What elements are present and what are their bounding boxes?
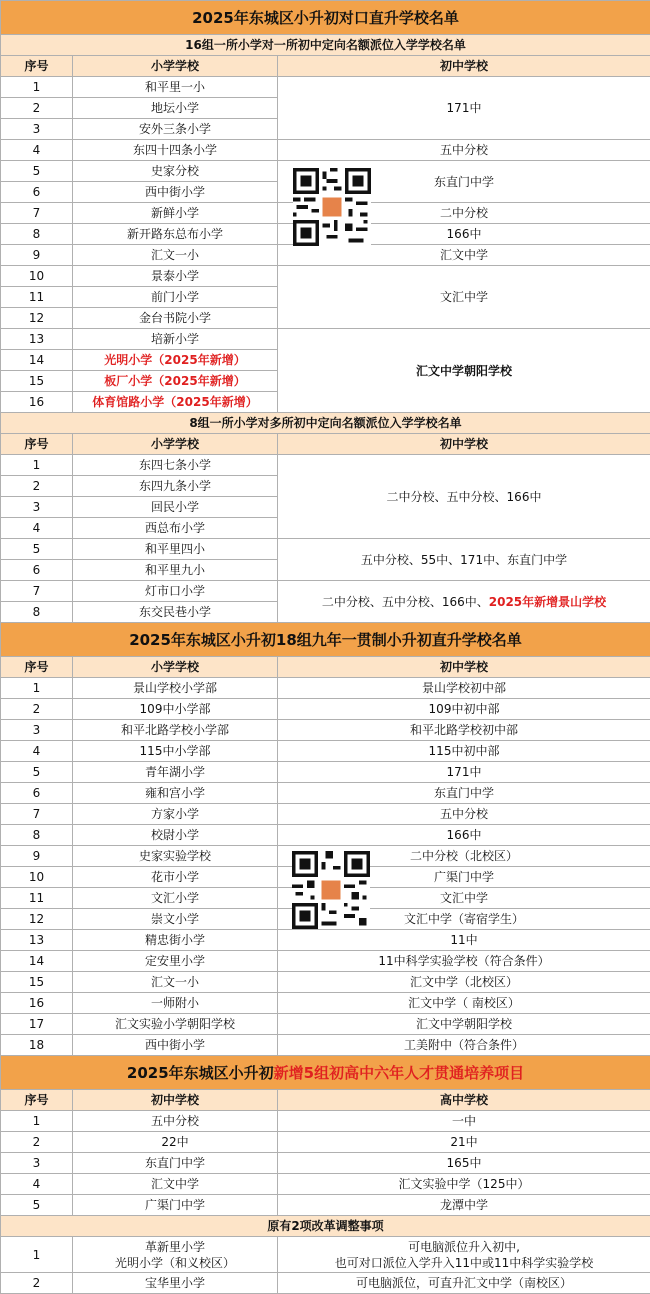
middle-school-new: 2025年新增景山学校 xyxy=(488,594,607,609)
primary-school: 崇文小学 xyxy=(73,909,278,930)
row-index: 7 xyxy=(1,581,73,602)
row-index: 1 xyxy=(1,77,73,98)
row-index: 6 xyxy=(1,560,73,581)
row-index: 14 xyxy=(1,951,73,972)
primary-school: 青年湖小学 xyxy=(73,762,278,783)
header-primary: 小学学校 xyxy=(73,434,278,455)
row-index: 2 xyxy=(1,476,73,497)
row-index: 4 xyxy=(1,741,73,762)
header-high: 高中学校 xyxy=(278,1090,650,1111)
primary-school: 和平里九小 xyxy=(73,560,278,581)
primary-school: 地坛小学 xyxy=(73,98,278,119)
middle-school: 汇文中学（ 南校区） xyxy=(278,993,650,1014)
primary-school: 宝华里小学 xyxy=(73,1273,278,1294)
middle-school: 景山学校初中部 xyxy=(278,678,650,699)
header-middle: 初中学校 xyxy=(278,56,650,77)
row-index: 8 xyxy=(1,825,73,846)
primary-school xyxy=(73,1237,278,1273)
row-index: 3 xyxy=(1,720,73,741)
qr-code-icon xyxy=(293,168,371,250)
header-index: 序号 xyxy=(1,56,73,77)
header-middle: 初中学校 xyxy=(73,1090,278,1111)
row-index: 4 xyxy=(1,518,73,539)
reform-note-line: 可电脑派位升入初中, xyxy=(408,1239,520,1254)
middle-school: 工美附中（符合条件） xyxy=(278,1035,650,1056)
middle-school: 文汇中学 xyxy=(278,888,650,909)
middle-school: 东直门中学 xyxy=(278,161,650,203)
primary-school-new: 体育馆路小学（2025年新增） xyxy=(73,392,278,413)
primary-school-new: 光明小学（2025年新增） xyxy=(73,350,278,371)
primary-school: 前门小学 xyxy=(73,287,278,308)
row-index: 8 xyxy=(1,602,73,623)
header-primary: 小学学校 xyxy=(73,56,278,77)
primary-school: 西中街小学 xyxy=(73,182,278,203)
row-index: 15 xyxy=(1,371,73,392)
middle-school: 广渠门中学 xyxy=(278,867,650,888)
primary-school: 景山学校小学部 xyxy=(73,678,278,699)
primary-school: 和平里一小 xyxy=(73,77,278,98)
header-index: 序号 xyxy=(1,434,73,455)
primary-school: 方家小学 xyxy=(73,804,278,825)
reform-note: 可电脑派位，可直升汇文中学（南校区） xyxy=(278,1273,650,1294)
middle-school-group: 二中分校、五中分校、166中 xyxy=(278,455,650,539)
row-index: 4 xyxy=(1,1174,73,1195)
header-middle: 初中学校 xyxy=(278,657,650,678)
middle-school: 171中 xyxy=(278,762,650,783)
section1-subtitle: 16组一所小学对一所初中定向名额派位入学学校名单 xyxy=(1,35,650,56)
primary-school: 景泰小学 xyxy=(73,266,278,287)
middle-school: 11中 xyxy=(278,930,650,951)
row-index: 1 xyxy=(1,455,73,476)
row-index: 16 xyxy=(1,392,73,413)
middle-school-group: 五中分校、55中、171中、东直门中学 xyxy=(278,539,650,581)
row-index: 11 xyxy=(1,888,73,909)
row-index: 5 xyxy=(1,1195,73,1216)
row-index: 12 xyxy=(1,909,73,930)
middle-school: 东直门中学 xyxy=(278,783,650,804)
row-index: 5 xyxy=(1,161,73,182)
primary-school: 西中街小学 xyxy=(73,1035,278,1056)
primary-school-new: 板厂小学（2025年新增） xyxy=(73,371,278,392)
row-index: 9 xyxy=(1,245,73,266)
primary-school: 东四七条小学 xyxy=(73,455,278,476)
primary-school: 回民小学 xyxy=(73,497,278,518)
primary-school: 灯市口小学 xyxy=(73,581,278,602)
primary-school: 东四九条小学 xyxy=(73,476,278,497)
reform-note xyxy=(278,1237,650,1273)
row-index: 2 xyxy=(1,1273,73,1294)
section3-title: 2025年东城区小升初18组九年一贯制小升初直升学校名单 xyxy=(1,623,650,657)
primary-school: 汇文一小 xyxy=(73,245,278,266)
section4-title-new: 新增5组初高中六年人才贯通培养项目 xyxy=(273,1063,525,1082)
reform-subtitle: 原有2项改革调整事项 xyxy=(1,1216,650,1237)
primary-school: 金台书院小学 xyxy=(73,308,278,329)
row-index: 18 xyxy=(1,1035,73,1056)
row-index: 10 xyxy=(1,266,73,287)
primary-school: 和平里四小 xyxy=(73,539,278,560)
middle-school: 109中初中部 xyxy=(278,699,650,720)
primary-school: 校尉小学 xyxy=(73,825,278,846)
primary-school-line: 光明小学（和义校区） xyxy=(114,1255,235,1270)
row-index: 9 xyxy=(1,846,73,867)
section4-title xyxy=(1,1056,650,1090)
middle-school: 二中分校（北校区） xyxy=(278,846,650,867)
primary-school: 安外三条小学 xyxy=(73,119,278,140)
row-index: 5 xyxy=(1,539,73,560)
primary-school: 新开路东总布小学 xyxy=(73,224,278,245)
section4-title-main: 2025年东城区小升初 xyxy=(126,1063,274,1082)
middle-school: 五中分校 xyxy=(73,1111,278,1132)
row-index: 5 xyxy=(1,762,73,783)
primary-school: 和平北路学校小学部 xyxy=(73,720,278,741)
row-index: 15 xyxy=(1,972,73,993)
middle-school: 东直门中学 xyxy=(73,1153,278,1174)
middle-school: 二中分校 xyxy=(278,203,650,224)
row-index: 1 xyxy=(1,1111,73,1132)
qr-code-icon xyxy=(292,851,370,933)
section2-subtitle: 8组一所小学对多所初中定向名额派位入学学校名单 xyxy=(1,413,650,434)
middle-school: 文汇中学（寄宿学生） xyxy=(278,909,650,930)
header-index: 序号 xyxy=(1,657,73,678)
primary-school: 109中小学部 xyxy=(73,699,278,720)
primary-school: 雍和宫小学 xyxy=(73,783,278,804)
row-index: 3 xyxy=(1,1153,73,1174)
row-index: 1 xyxy=(1,1237,73,1273)
primary-school: 西总布小学 xyxy=(73,518,278,539)
section1-title: 2025年东城区小升初对口直升学校名单 xyxy=(1,1,650,35)
row-index: 7 xyxy=(1,804,73,825)
row-index: 3 xyxy=(1,497,73,518)
high-school: 汇文实验中学（125中） xyxy=(278,1174,650,1195)
middle-school: 五中分校 xyxy=(278,804,650,825)
row-index: 2 xyxy=(1,98,73,119)
row-index: 17 xyxy=(1,1014,73,1035)
primary-school-line: 革新里小学 xyxy=(144,1239,205,1254)
primary-school: 115中小学部 xyxy=(73,741,278,762)
primary-school: 史家实验学校 xyxy=(73,846,278,867)
middle-school: 汇文中学朝阳学校 xyxy=(278,1014,650,1035)
middle-school: 汇文中学（北校区） xyxy=(278,972,650,993)
row-index: 2 xyxy=(1,1132,73,1153)
middle-school: 11中科学实验学校（符合条件） xyxy=(278,951,650,972)
middle-school: 广渠门中学 xyxy=(73,1195,278,1216)
primary-school: 一师附小 xyxy=(73,993,278,1014)
high-school: 165中 xyxy=(278,1153,650,1174)
middle-school-group-text: 二中分校、五中分校、166中、 xyxy=(321,594,489,609)
middle-school: 22中 xyxy=(73,1132,278,1153)
middle-school: 五中分校 xyxy=(278,140,650,161)
row-index: 6 xyxy=(1,182,73,203)
reform-note-line: 也可对口派位入学升入11中或11中科学实验学校 xyxy=(334,1255,594,1270)
middle-school: 文汇中学 xyxy=(278,266,650,329)
header-primary: 小学学校 xyxy=(73,657,278,678)
row-index: 10 xyxy=(1,867,73,888)
row-index: 12 xyxy=(1,308,73,329)
primary-school: 汇文一小 xyxy=(73,972,278,993)
row-index: 1 xyxy=(1,678,73,699)
primary-school: 史家分校 xyxy=(73,161,278,182)
middle-school: 和平北路学校初中部 xyxy=(278,720,650,741)
row-index: 4 xyxy=(1,140,73,161)
row-index: 11 xyxy=(1,287,73,308)
middle-school: 汇文中学 xyxy=(73,1174,278,1195)
primary-school: 定安里小学 xyxy=(73,951,278,972)
row-index: 6 xyxy=(1,783,73,804)
row-index: 16 xyxy=(1,993,73,1014)
middle-school-group xyxy=(278,581,650,623)
row-index: 2 xyxy=(1,699,73,720)
row-index: 7 xyxy=(1,203,73,224)
row-index: 14 xyxy=(1,350,73,371)
middle-school: 171中 xyxy=(278,77,650,140)
middle-school: 166中 xyxy=(278,825,650,846)
row-index: 13 xyxy=(1,329,73,350)
high-school: 一中 xyxy=(278,1111,650,1132)
row-index: 8 xyxy=(1,224,73,245)
primary-school: 培新小学 xyxy=(73,329,278,350)
middle-school: 115中初中部 xyxy=(278,741,650,762)
primary-school: 新鲜小学 xyxy=(73,203,278,224)
middle-school: 汇文中学 xyxy=(278,245,650,266)
primary-school: 东交民巷小学 xyxy=(73,602,278,623)
primary-school: 文汇小学 xyxy=(73,888,278,909)
primary-school: 汇文实验小学朝阳学校 xyxy=(73,1014,278,1035)
header-index: 序号 xyxy=(1,1090,73,1111)
primary-school: 花市小学 xyxy=(73,867,278,888)
middle-school: 汇文中学朝阳学校 xyxy=(278,329,650,413)
primary-school: 东四十四条小学 xyxy=(73,140,278,161)
primary-school: 精忠街小学 xyxy=(73,930,278,951)
middle-school: 166中 xyxy=(278,224,650,245)
high-school: 21中 xyxy=(278,1132,650,1153)
high-school: 龙潭中学 xyxy=(278,1195,650,1216)
header-middle: 初中学校 xyxy=(278,434,650,455)
row-index: 13 xyxy=(1,930,73,951)
row-index: 3 xyxy=(1,119,73,140)
